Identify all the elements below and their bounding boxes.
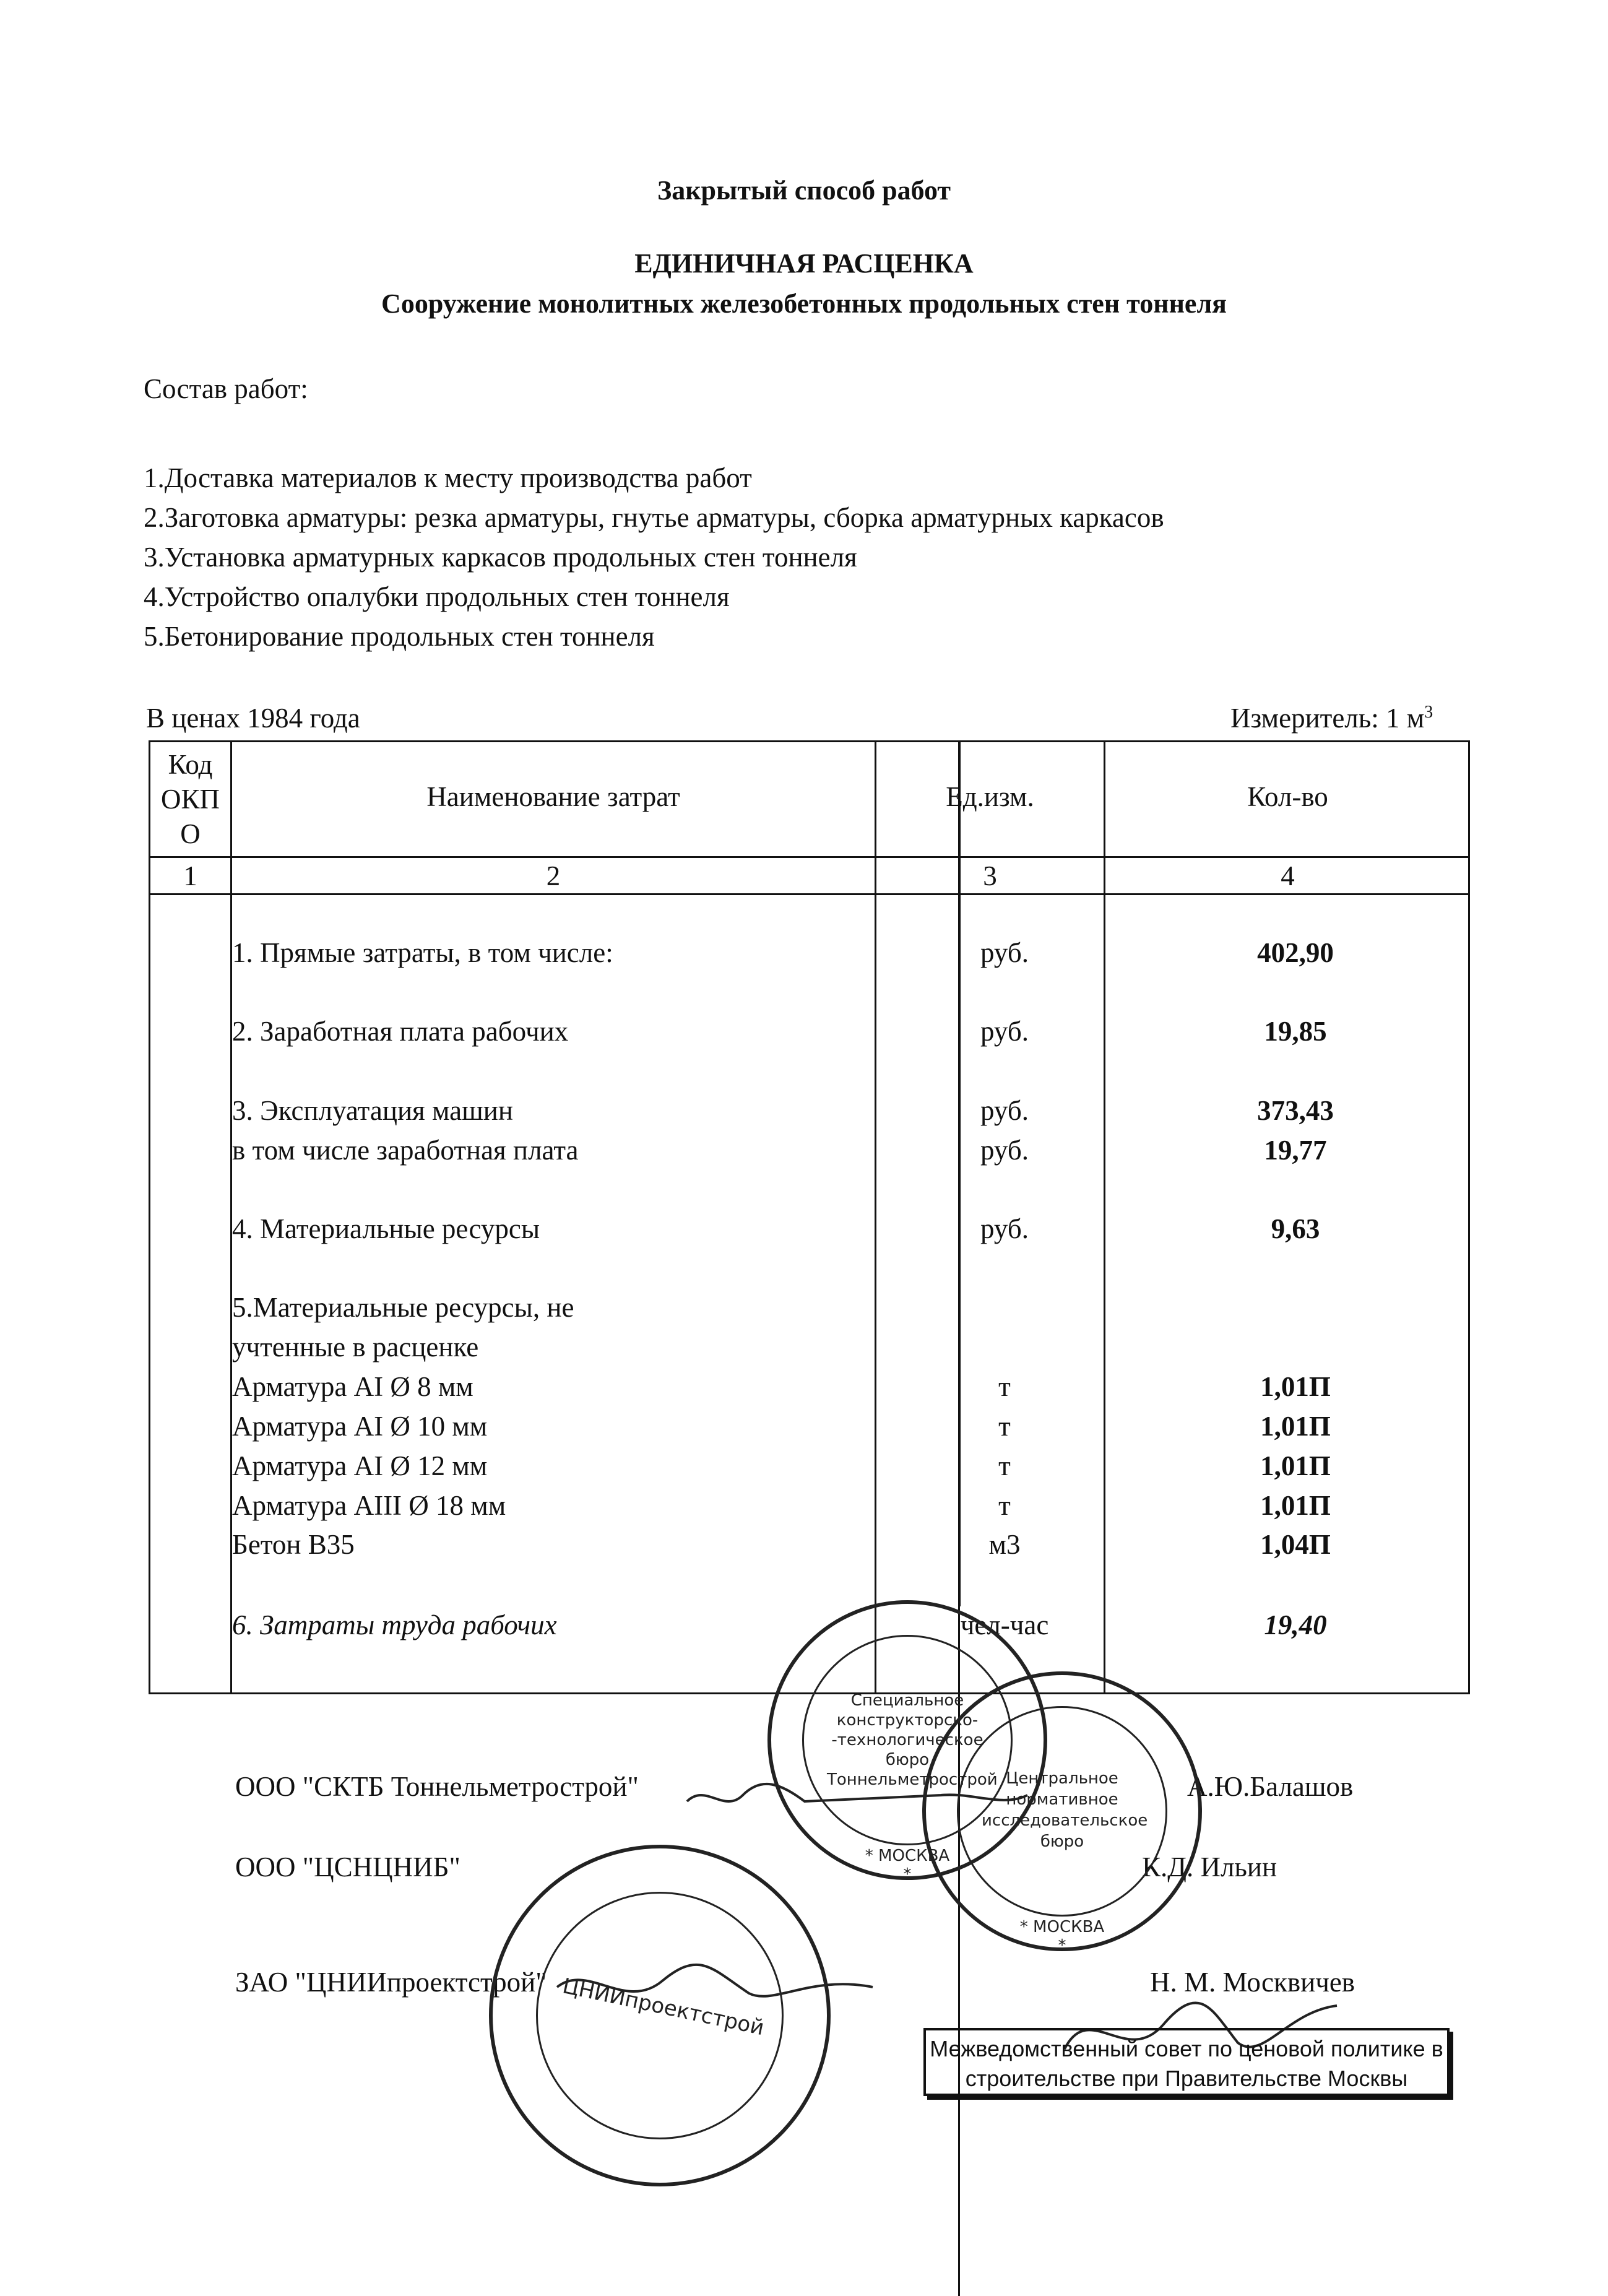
seal-line: нормативное — [1006, 1790, 1118, 1809]
cost-name: учтенные в расценке — [232, 1332, 479, 1362]
numbers-divider — [150, 893, 1468, 895]
composition-item: 4.Устройство опалубки продольных стен тоннеля — [144, 581, 730, 612]
council-line: Межведомственный совет по ценовой политике в — [930, 2036, 1443, 2061]
table-row — [150, 1489, 1468, 1529]
cost-qty: 402,90 — [1257, 937, 1334, 968]
cost-unit: т — [998, 1411, 1011, 1442]
cost-name: в том числе заработная плата — [232, 1135, 579, 1166]
cost-name: Арматура AI Ø 10 мм — [232, 1411, 488, 1442]
cost-name: 4. Материальные ресурсы — [232, 1213, 540, 1244]
composition-item: 2.Заготовка арматуры: резка арматуры, гнутье арматуры, сборка арматурных каркасов — [144, 502, 1164, 533]
composition-item: 3.Установка арматурных каркасов продольных стен тоннеля — [144, 542, 857, 573]
signature-org: ООО "ЦСНЦНИБ" — [235, 1852, 460, 1882]
column-number: 2 — [546, 860, 561, 891]
composition-item: 1.Доставка материалов к месту производства работ — [144, 462, 752, 493]
header-code-line: ОКП — [160, 784, 220, 815]
cost-name: 1. Прямые затраты, в том числе: — [232, 937, 613, 968]
table-row — [150, 1094, 1468, 1134]
table-row — [150, 1371, 1468, 1410]
cost-unit: руб. — [980, 937, 1029, 968]
seal-stamp — [489, 1845, 831, 2186]
cost-qty: 1,01П — [1260, 1371, 1331, 1402]
seal-line: конструкторско- — [836, 1711, 979, 1730]
column-number: 4 — [1281, 860, 1295, 891]
signature-person: К.Д. Ильин — [1142, 1852, 1277, 1882]
cost-name: Арматура AI Ø 12 мм — [232, 1450, 488, 1481]
header-qty: Кол-во — [1247, 781, 1328, 812]
cost-qty: 1,04П — [1260, 1529, 1331, 1560]
signature-org: ООО "СКТБ Тоннельметрострой" — [235, 1771, 639, 1802]
table-row — [150, 937, 1468, 976]
signature-person: А.Ю.Балашов — [1187, 1771, 1354, 1802]
seal-line: бюро — [885, 1751, 930, 1769]
cost-qty: 373,43 — [1257, 1095, 1334, 1126]
cost-unit: м3 — [988, 1529, 1021, 1560]
column-number: 3 — [983, 860, 997, 891]
header-code — [150, 747, 230, 851]
document-subtitle: Сооружение монолитных железобетонных продольных стен тоннеля — [381, 288, 1227, 319]
table-row — [150, 1015, 1468, 1055]
table-row — [150, 1450, 1468, 1489]
cost-unit: руб. — [980, 1095, 1029, 1126]
method-heading: Закрытый способ работ — [657, 175, 951, 206]
composition-label: Состав работ: — [144, 373, 308, 404]
council-stamp-box — [923, 2028, 1450, 2096]
cost-unit: т — [998, 1371, 1011, 1402]
cost-unit: т — [998, 1490, 1011, 1521]
table-row — [150, 1291, 1468, 1331]
cost-name: 6. Затраты труда рабочих — [232, 1609, 557, 1640]
seal-line: исследовательское — [982, 1811, 1148, 1830]
seal-center-text — [982, 1768, 1148, 1852]
measure-label: Измеритель: 1 м — [1230, 703, 1425, 734]
seal-line: Специальное — [850, 1691, 964, 1710]
signature-person: Н. М. Москвичев — [1150, 1967, 1355, 1998]
cost-name: Арматура AIII Ø 18 мм — [232, 1490, 506, 1521]
council-line: строительстве при Правительстве Москвы — [965, 2066, 1408, 2091]
cost-name: 5.Материальные ресурсы, не — [232, 1292, 574, 1323]
cost-qty: 1,01П — [1260, 1411, 1331, 1442]
cost-name: 3. Эксплуатация машин — [232, 1095, 513, 1126]
seal-city: * МОСКВА * — [865, 1847, 950, 1884]
cost-unit: руб. — [980, 1016, 1029, 1047]
table-row — [150, 1410, 1468, 1450]
cost-qty: 19,40 — [1264, 1609, 1327, 1640]
header-name: Наименование затрат — [426, 781, 680, 812]
prices-year: В ценах 1984 года — [146, 703, 360, 734]
header-divider — [150, 856, 1468, 858]
column-number: 1 — [183, 860, 197, 891]
measure-superscript: 3 — [1424, 703, 1433, 722]
seal-line: Центральное — [1006, 1769, 1118, 1788]
composition-item: 5.Бетонирование продольных стен тоннеля — [144, 621, 655, 652]
cost-unit: руб. — [980, 1135, 1029, 1166]
document-title: ЕДИНИЧНАЯ РАСЦЕНКА — [634, 248, 974, 279]
cost-unit: т — [998, 1450, 1011, 1481]
seal-line: бюро — [1040, 1832, 1084, 1851]
seal-line: Тоннельметрострой — [827, 1770, 998, 1789]
cost-unit: руб. — [980, 1213, 1029, 1244]
header-code-line: О — [180, 818, 201, 849]
cost-name: 2. Заработная плата рабочих — [232, 1016, 569, 1047]
seal-line: -технологическое — [831, 1731, 983, 1749]
composition-list — [144, 458, 1164, 656]
cost-table — [149, 740, 1470, 1694]
table-row — [150, 1331, 1468, 1371]
seal-center-text: ЦНИИпроектстрой — [560, 1973, 767, 2041]
table-row — [150, 1134, 1468, 1174]
header-code-line: Код — [168, 749, 213, 780]
table-row — [150, 1528, 1468, 1568]
cost-qty: 9,63 — [1271, 1213, 1320, 1244]
cost-name: Бетон В35 — [232, 1529, 355, 1560]
seal-stamp — [922, 1671, 1202, 1955]
signature-org: ЗАО "ЦНИИпроектстрой" — [235, 1967, 547, 1998]
cost-qty: 19,85 — [1264, 1016, 1327, 1047]
cost-qty: 1,01П — [1260, 1450, 1331, 1481]
cost-unit: чел-час — [960, 1609, 1049, 1640]
cost-name: Арматура AI Ø 8 мм — [232, 1371, 473, 1402]
measure-unit — [1230, 702, 1433, 734]
header-unit: Ед.изм. — [946, 781, 1034, 812]
seal-city: * МОСКВА * — [1019, 1918, 1105, 1955]
table-row — [150, 1213, 1468, 1252]
cost-qty: 19,77 — [1264, 1135, 1327, 1166]
cost-qty: 1,01П — [1260, 1490, 1331, 1521]
